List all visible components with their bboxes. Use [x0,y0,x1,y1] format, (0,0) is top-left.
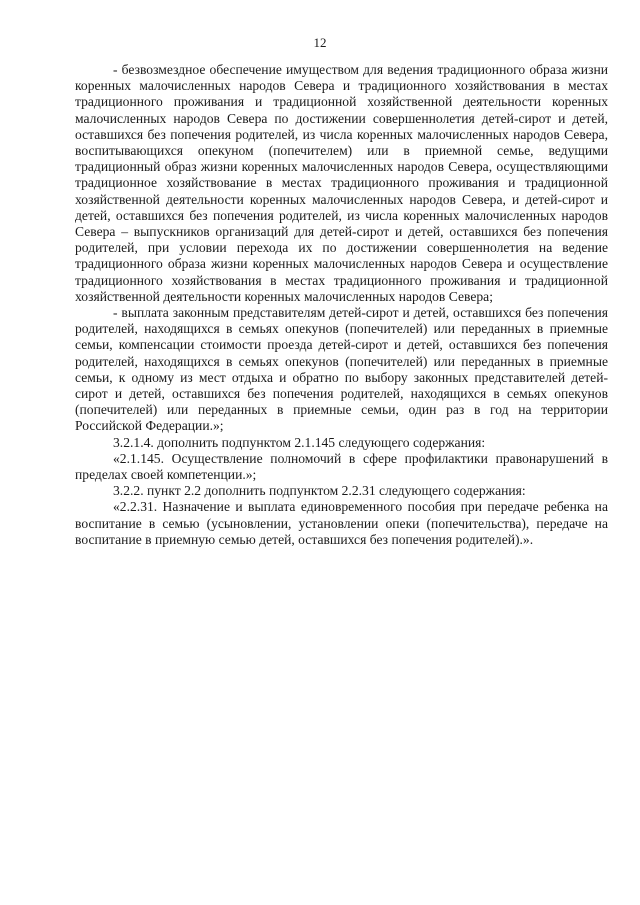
paragraph-amendment-3-2-1-4: 3.2.1.4. дополнить подпунктом 2.1.145 следующего содержания: [113,434,486,450]
page-number: 12 [313,35,327,50]
paragraph-travel-compensation: - выплата законным представителям детей-сирот и детей, оставшихся без попечения родителей, находящихся в семьях опекунов (попечителей) или переданных в приемные семьи, компенсации стоимости проезда детей-сирот и детей, оставшихся без попечения родителей, находящихся в семьях опекунов (попечителей) или переданных в приемные семьи, к одному из мест отдыха и обратно по выбору законных представителей детей-сирот и детей, оставшихся без попечения родителей, находящихся в семьях опекунов (попечителей) или переданных в приемные семьи, один раз в год на территории Российской Федерации.»; [75,305,608,434]
paragraph-property-provision: - безвозмездное обеспечение имуществом для ведения традиционного образа жизни коренных малочисленных народов Севера и традиционного хозяйствования в местах традиционного проживания и традиционной хозяйственной деятельности коренных малочисленных народов Севера по достижении совершеннолетия детей-сирот и детей, оставшихся без попечения родителей, из числа коренных малочисленных народов Севера, воспитывающихся опекуном (попечителем) или в приемной семье, ведущими традиционный образ жизни коренных малочисленных народов Севера, осуществляющими традиционное хозяйствование в местах традиционного проживания и традиционной хозяйственной деятельности коренных малочисленных народов Севера, и детей-сирот и детей, оставшихся без попечения родителей, из числа коренных малочисленных народов Севера – выпускников организаций для детей-сирот и детей, оставшихся без попечения родителей, при условии перехода их по достижении совершеннолетия на ведение традиционного образа жизни коренных малочисленных народов Севера и осуществление традиционного хозяйствования в местах традиционного проживания и традиционной хозяйственной деятельности коренных малочисленных народов Севера; [75,62,608,304]
document-body [75,62,608,548]
paragraph-subpoint-2-1-145: «2.1.145. Осуществление полномочий в сфере профилактики правонарушений в пределах своей компетенции.»; [75,450,608,483]
paragraph-subpoint-2-2-31: «2.2.31. Назначение и выплата единовременного пособия при передаче ребенка на воспитание в семью (усыновлении, установлении опеки (попечительства), передаче на воспитание в приемную семью детей, оставшихся без попечения родителей).». [75,499,608,547]
paragraph-amendment-3-2-2: 3.2.2. пункт 2.2 дополнить подпунктом 2.2.31 следующего содержания: [113,483,526,499]
